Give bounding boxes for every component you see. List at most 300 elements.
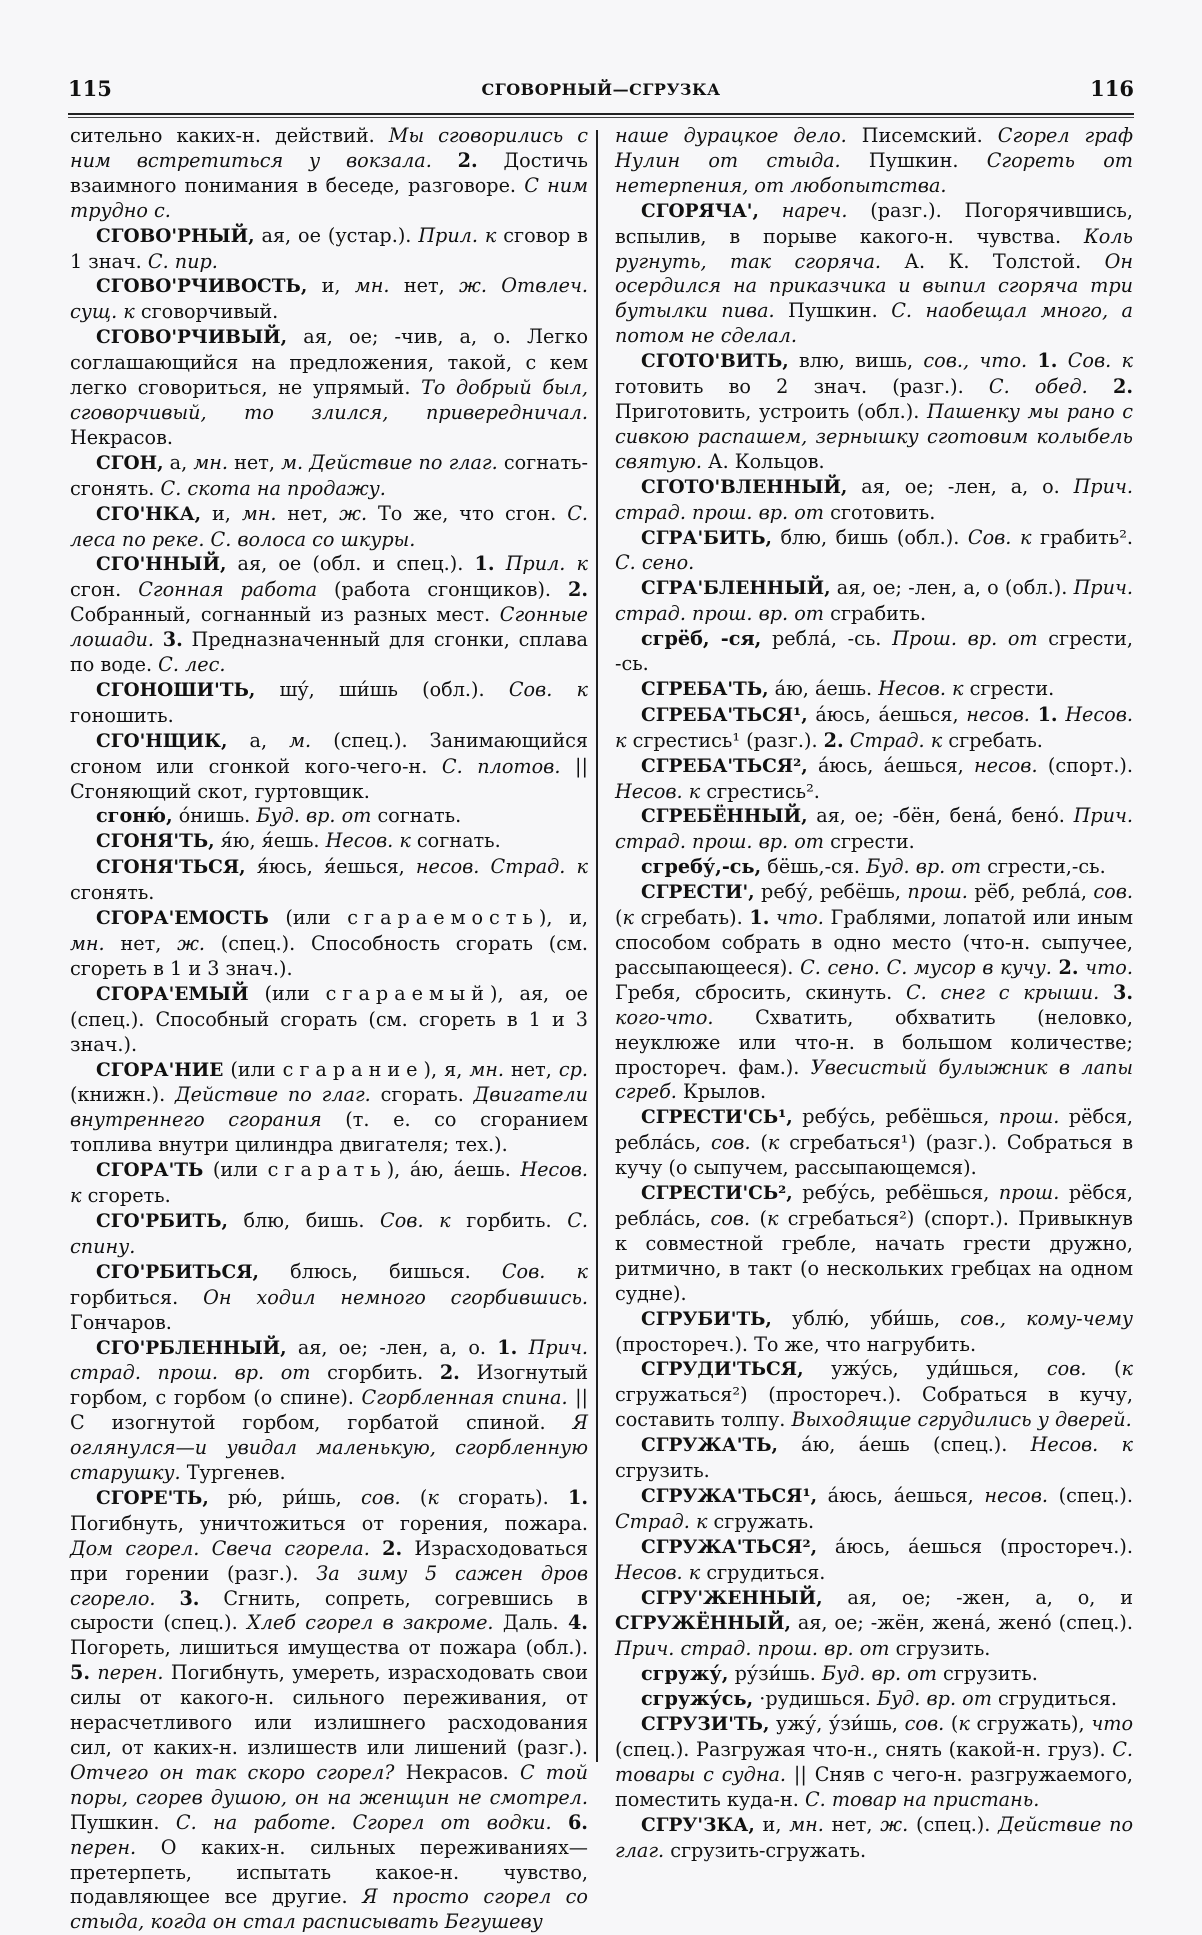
entry-text (370, 1537, 382, 1560)
italic-text: Я оглянулся—и увидал маленькую, сгорбленную старушку. (70, 1411, 588, 1485)
entry-text: а́ю, а́ешь. (768, 676, 879, 700)
entry-text: 2. (1112, 375, 1133, 399)
entry-text (1030, 703, 1038, 726)
dictionary-entry (615, 1357, 1133, 1433)
dictionary-entry (615, 475, 1133, 526)
entry-text: ру́зи́шь. (728, 1662, 822, 1686)
entry-text: ребу́сь, ребёшься, (792, 1181, 999, 1205)
italic-text: сов. (710, 1131, 751, 1155)
italic-text: Страд. к (615, 1509, 708, 1533)
entry-text: ребла́, -сь. (761, 627, 893, 651)
entry-text: 6. (567, 1810, 588, 1834)
italic-text: Выходящие сгрудились у дверей. (791, 1408, 1132, 1432)
italic-text: прош. (998, 1181, 1060, 1205)
entry-text: а, (227, 728, 290, 752)
entry-text: блюсь, бишься. (259, 1259, 502, 1283)
italic-text: Буд. вр. от (821, 1662, 937, 1686)
headword: СГРУЖА'ТЬСЯ², (641, 1536, 818, 1558)
entry-text: То же, что сгон. (367, 501, 568, 525)
entry-text: Даль. (493, 1611, 568, 1635)
entry-text: сгрести, -сь. (615, 627, 1133, 676)
entry-text: 1. (1037, 349, 1058, 373)
entry-text: а, (163, 450, 194, 474)
entry-text: ( (615, 906, 623, 930)
italic-text: С. лес. (158, 653, 226, 677)
italic-text: к (622, 906, 634, 930)
italic-text: Несов. к (615, 702, 1133, 752)
italic-text: Сов. к (501, 1259, 588, 1283)
italic-text: сов., что. (923, 349, 1028, 373)
dictionary-entry (70, 224, 588, 275)
entry-text: блю, бишь. (227, 1208, 381, 1232)
dictionary-entry (615, 1307, 1133, 1358)
italic-text: м. Действие по глаг. (281, 450, 498, 474)
entry-text: сгрузить. (889, 1637, 991, 1661)
entry-text: согнать-сгонять. (70, 450, 588, 500)
headword: СГРЕБА'ТЬСЯ², (641, 755, 808, 777)
dictionary-entry (70, 906, 588, 982)
entry-text (1027, 349, 1037, 372)
dictionary-entry (70, 451, 588, 502)
entry-text: ), и, (538, 906, 588, 930)
italic-text: Он ходил немного сгорбившись. (203, 1285, 588, 1309)
italic-text: сов., кому-чему (960, 1306, 1133, 1330)
dictionary-entry (70, 1260, 588, 1336)
entry-text: рю́, ри́шь, (208, 1485, 362, 1509)
dictionary-entry (70, 1058, 588, 1159)
entry-text: о́нишь. (172, 804, 257, 828)
dictionary-entry (70, 678, 588, 729)
entry-text: сгребать). (633, 906, 750, 930)
entry-text: сгарать (267, 1158, 387, 1182)
entry-text: || Сгоняющий скот, гуртовщик. (70, 754, 588, 803)
italic-text: Сгонные лошади. (70, 603, 588, 652)
italic-text: Несов. к (325, 829, 411, 853)
dictionary-entry (70, 829, 588, 855)
entry-text: 2. (382, 1536, 403, 1560)
dictionary-entry (615, 1813, 1133, 1864)
headword: СГРУДИ'ТЬСЯ, (641, 1359, 804, 1381)
entry-text: а́юсь, а́ешься, (807, 753, 974, 777)
italic-text: ж. Отвлеч. сущ. к (70, 274, 588, 324)
entry-text: а́юсь, а́ешься, (807, 702, 967, 726)
italic-text: несов. (984, 1483, 1048, 1507)
dictionary-entry (615, 677, 1133, 703)
headword: СГОТО'ВИТЬ, (641, 351, 789, 373)
italic-text: ж. (880, 1812, 909, 1836)
entry-text: сгружать), (969, 1712, 1092, 1736)
entry-text: шу́, ши́шь (обл.). (255, 677, 509, 701)
headword: СГОТО'ВЛЕННЫЙ, (641, 476, 848, 498)
italic-text: наше дурацкое дело. (615, 124, 847, 147)
italic-text: Сгорел граф Нулин от стыда. (615, 124, 1133, 172)
entry-text: Гребя, сбросить, скинуть. (615, 980, 906, 1004)
headword: СГОВО'РНЫЙ, (96, 225, 255, 247)
italic-text: Буд. вр. от (876, 1687, 992, 1711)
italic-text: сов. (904, 1712, 945, 1736)
entry-text: ребу́, ребёшь, (754, 880, 908, 904)
italic-text: несов. Страд. к (415, 855, 588, 879)
header-rule-thick (68, 113, 1134, 115)
headword: СГОРА'ТЬ (96, 1160, 204, 1182)
italic-text: Двигатели внутреннего сгорания (70, 1083, 589, 1132)
entry-text: (разг.). Погорячившись, вспылив, в порыве какого-н. чувства. (615, 198, 1133, 248)
headword: СГРЕБЁННЫЙ, (641, 806, 808, 828)
headword: СГРЕСТИ'СЬ¹, (641, 1107, 793, 1129)
entry-text: сготовить. (823, 500, 936, 524)
dictionary-entry (615, 703, 1133, 754)
italic-text: м. (289, 728, 312, 752)
entry-text: ужу́, у́зи́шь, (769, 1712, 905, 1736)
entry-text: Собранный, согнанный из разных мест. (70, 603, 500, 627)
entry-text: сгореть. (81, 1184, 171, 1208)
entry-text: ая, ое; -лен, а, о. (847, 474, 1074, 498)
italic-text: Сгореть от нетерпения, от любопытства. (615, 148, 1133, 197)
italic-text: Прич. страд. прош. вр. от (615, 474, 1133, 524)
entry-text: влю, вишь, (788, 349, 924, 373)
entry-text: ая, ое; -лен, а, о. (286, 1335, 498, 1359)
italic-text: сов. (1046, 1357, 1087, 1381)
entry-text: Приготовить, устроить (обл.). (615, 399, 927, 423)
italic-text: Буд. вр. от (256, 804, 372, 828)
entry-text: || Сняв с чего-н. разгружаемого, поместить куда-н. (615, 1762, 1133, 1811)
italic-text: Прил. к (505, 552, 588, 576)
entry-text: Погореть, лишиться имущества от пожара (обл.). (70, 1636, 588, 1660)
italic-text: к (1121, 1357, 1133, 1381)
entry-text: А. Кольцов. (701, 449, 825, 473)
dictionary-entry (615, 804, 1133, 855)
italic-text: Мы сговорились с ним встретиться у вокзала. (70, 124, 589, 172)
entry-text: ублю́, уби́шь, (771, 1306, 961, 1330)
headword: СГО'РБИТЬ, (96, 1210, 228, 1232)
italic-text: С. обед. (988, 375, 1088, 399)
entry-text (1099, 981, 1113, 1004)
italic-text: Действие по глаг. (615, 1812, 1133, 1862)
entry-text: (книжн.). (70, 1083, 175, 1107)
entry-text: блю, бишь (обл.). (771, 525, 968, 549)
entry-text: ), я, (423, 1057, 470, 1081)
italic-text: нареч. (781, 198, 848, 222)
headword: СГРА'БИТЬ, (641, 527, 772, 549)
italic-text: С. товар на пристань. (804, 1787, 1040, 1811)
italic-text: С. пир. (147, 249, 218, 273)
entry-text: сгрестись². (700, 779, 820, 803)
entry-text: ·рудишься. (753, 1687, 877, 1711)
entry-text: сговор в 1 знач. (70, 223, 588, 273)
entry-text: грабить². (1031, 525, 1133, 549)
italic-text: С. снег с крыши. (905, 980, 1100, 1004)
headword: СГОРА'ЕМЫЙ (96, 983, 249, 1005)
entry-text: (спец.). Разгружая что-н., снять (какой-н. груз). (615, 1738, 1113, 1761)
italic-text: С. сено. С. мусор в кучу. (800, 955, 1052, 979)
entry-text: 1. (474, 552, 495, 576)
italic-text: Сов. к (967, 525, 1032, 549)
dictionary-entry (615, 1712, 1133, 1813)
italic-text: мн. (469, 1057, 504, 1081)
entry-text: сгрудиться. (700, 1560, 826, 1584)
entry-text: сгрести. (823, 830, 915, 854)
italic-text: Увесистый булыжник в лапы сгреб. (615, 1055, 1133, 1104)
entry-text: сговорчивый. (134, 300, 279, 324)
entry-text: горбить. (450, 1208, 568, 1232)
italic-text: С. скота на продажу. (160, 476, 386, 500)
entry-text: нет, (104, 932, 178, 955)
italic-text: Прич. страд. прош. вр. от (615, 804, 1133, 854)
italic-text: С ним трудно с. (70, 173, 588, 222)
entry-text: Схватить, обхватить (неловко, неуклюже или что-н. в большом количестве; простореч. фам.). (615, 1005, 1133, 1079)
dictionary-entry (70, 1209, 588, 1260)
dictionary-entry (70, 502, 588, 553)
entry-text: сгоню́, (96, 804, 173, 828)
entry-text: (или (223, 1057, 283, 1081)
headword: СГОРЯЧА', (641, 200, 759, 222)
left-column (70, 124, 588, 1935)
entry-text: ( (1086, 1357, 1122, 1381)
dictionary-entry (615, 1433, 1133, 1484)
entry-text: Погибнуть, умереть, израсходовать свои силы от какого-н. сильного переживания, от нерасчетливого или излишнего расходования сил, от каких-н. излишеств или лишений (разг.). (70, 1661, 588, 1759)
entry-text: Тургенев. (180, 1461, 286, 1485)
italic-text: к (766, 1206, 779, 1230)
italic-text: Несов. к (70, 1158, 588, 1208)
entry-text (156, 1587, 180, 1610)
entry-text: 2. (1058, 955, 1079, 979)
dictionary-entry (615, 199, 1133, 349)
italic-text: Буд. вр. от (866, 855, 982, 879)
italic-text: Он осердился на приказчика и выпил сгоряча три бутылки пива. (615, 249, 1133, 323)
entry-text: нет, (823, 1812, 881, 1836)
entry-text: ( (400, 1485, 428, 1509)
italic-text: несов. (974, 753, 1038, 777)
entry-text: ( (750, 1206, 767, 1230)
entry-text: (т. е. со сгоранием топлива внутри цилиндра двигателя; тех.). (70, 1108, 589, 1157)
italic-text: Сов. к (508, 677, 588, 701)
entry-text: (спорт.). (1037, 753, 1133, 777)
entry-text: Граблями, лопатой или иным способом собрать в одно место (что-н. сыпучее, рассыпающееся). (615, 906, 1133, 979)
italic-text: Сгорбленная спина. (361, 1386, 568, 1410)
italic-text: С. наобещал много, а потом не сделал. (615, 299, 1133, 348)
page-header (68, 72, 1134, 104)
dictionary-entry (615, 1535, 1133, 1586)
headword: СГРУЖЁННЫЙ, (615, 1613, 791, 1635)
dictionary-entry (615, 1484, 1133, 1535)
entry-text: гоношить. (70, 703, 174, 727)
italic-text: Несов. к (615, 779, 701, 803)
italic-text: С. сено. (615, 551, 695, 575)
entry-text: сграбить. (823, 602, 927, 626)
entry-text: сгружаться²) (простореч.). Собраться в кучу, составить толпу. (615, 1383, 1133, 1432)
italic-text: к (767, 1131, 780, 1155)
entry-text: Некрасов. (70, 425, 174, 449)
entry-text: Гончаров. (70, 1310, 172, 1334)
italic-text: сов. (361, 1485, 401, 1509)
entry-text: ), а́ю, а́ешь. (386, 1158, 521, 1182)
entry-text: ( (750, 1131, 768, 1155)
page-number-right: 116 (1090, 76, 1134, 101)
entry-text: ая, ое; -жен, а, о, и (822, 1585, 1133, 1609)
entry-text: я́ю, я́ешь. (214, 829, 326, 853)
entry-text: сгорать. (370, 1083, 474, 1107)
dictionary-entry (70, 325, 588, 451)
italic-text: С. товары с судна. (615, 1738, 1133, 1786)
entry-text: сительно каких-н. действий. (70, 124, 389, 147)
italic-text: сов. (1093, 880, 1133, 904)
entry-text: нет, (389, 274, 460, 298)
entry-text: сгарание (282, 1057, 424, 1081)
entry-text: нет, (503, 1057, 559, 1081)
dictionary-entry (615, 349, 1133, 475)
headword: СГРЕБА'ТЬ, (641, 678, 769, 700)
entry-text: 1. (1037, 702, 1058, 726)
dictionary-entry (615, 1662, 1133, 1687)
entry-text (495, 552, 506, 575)
entry-text: Израсходоваться при горении (разг.). (70, 1536, 588, 1585)
entry-text: я́юсь, я́ешься, (245, 855, 416, 879)
entry-text: А. К. Толстой. (881, 249, 1105, 273)
headword: СГОВО'РЧИВЫЙ, (96, 327, 288, 349)
italic-text: мн. (70, 932, 105, 955)
headword: СГО'НЩИК, (96, 730, 228, 752)
entry-text: Предназначенный для сгонки, сплава по воде. (70, 628, 588, 677)
entry-text: бёшь,-ся. (761, 855, 867, 879)
entry-text: сгружать. (707, 1509, 815, 1533)
dictionary-entry (70, 1486, 588, 1935)
entry-text: сгружу́, (641, 1662, 729, 1686)
entry-text: Пушкин. (840, 148, 987, 172)
entry-text: сгрузить. (936, 1662, 1038, 1686)
italic-text: Прош. вр. от (892, 627, 1038, 651)
headword: СГОНЯ'ТЬ, (96, 831, 215, 853)
entry-text: ), ая, ое (спец.). Способный сгорать (см. сгореть в 1 и 3 знач.). (70, 981, 588, 1056)
dictionary-entry (615, 576, 1133, 627)
italic-text: С. леса по реке. С. волоса со шкуры. (70, 501, 588, 551)
italic-text: прош. (907, 880, 968, 904)
entry-text: 1. (567, 1485, 588, 1509)
entry-text: (спец.). (1047, 1483, 1133, 1507)
headword: СГО'НКА, (96, 503, 202, 525)
entry-text: сгружу́сь, (641, 1687, 754, 1711)
italic-text: С той поры, сгорев душою, он на женщин не смотрел. (70, 1760, 589, 1809)
italic-text: С. плотов. (441, 754, 561, 778)
dictionary-entry (615, 526, 1133, 577)
italic-text: Несов. к (1030, 1433, 1133, 1457)
italic-text: Прич. страд. прош. вр. от (70, 1335, 588, 1385)
italic-text: кого-что. (615, 1005, 714, 1029)
entry-text: нет, (276, 501, 340, 525)
entry-text: согнать. (371, 804, 462, 828)
entry-text: сгараемость (347, 906, 539, 930)
italic-text: Я просто сгорел со стыда, когда он стал расписывать Бегушеву (70, 1885, 588, 1934)
entry-text: рёб, ребла́, (967, 880, 1094, 904)
entry-text: сгорбить. (310, 1361, 440, 1385)
italic-text: мн. (241, 501, 277, 525)
italic-text: Сгонная работа (138, 578, 318, 602)
entry-text: (или (248, 981, 326, 1005)
italic-text: что (1091, 1712, 1133, 1736)
italic-text: Коль ругнуть, так сгоряча. (615, 224, 1133, 273)
dictionary-entry (615, 880, 1133, 1105)
italic-text: что. (776, 906, 824, 930)
headword: СГРЕСТИ'СЬ², (641, 1183, 793, 1205)
header-rule-thin (68, 117, 1134, 118)
entry-text (552, 1811, 568, 1834)
italic-text: Прич. страд. прош. вр. от (615, 576, 1133, 626)
entry-text (517, 1336, 528, 1359)
entry-text: сгребаться¹) (разг.). Собраться в кучу (о сыпучем, рассыпающемся). (615, 1131, 1133, 1180)
headword: СГОРА'НИЕ (96, 1059, 224, 1081)
entry-text: сгрестись¹ (разг.). (626, 728, 824, 752)
dictionary-entry (70, 804, 588, 829)
continued-entry (615, 124, 1133, 199)
entry-text: ужу́сь, уди́шься, (803, 1357, 1047, 1381)
dictionary-entry (615, 855, 1133, 880)
entry-text: Погибнуть, уничтожиться от горения, пожара. (70, 1511, 588, 1535)
entry-text: сгараемый (325, 981, 490, 1005)
entry-text: и, (201, 501, 242, 525)
entry-text: ая, ое; -чив, а, о. Легко соглашающийся на предложения, такой, с кем легко сговориться, не упрямый. (70, 325, 588, 400)
entry-text: || С изогнутой горбом, горбатой спиной. (70, 1386, 589, 1435)
headword: СГОРА'ЕМОСТЬ (96, 908, 269, 930)
italic-text: несов. (966, 702, 1030, 726)
italic-text: То добрый был, сговорчивый, то злился, привередничал. (70, 376, 588, 424)
entry-text: ая, ое; -бён, бена́, бено́. (807, 804, 1074, 828)
entry-text: 2. (457, 148, 478, 172)
italic-text: мн. (789, 1812, 824, 1836)
headword: СГО'ННЫЙ, (96, 554, 227, 576)
italic-text: Дом сгорел. Свеча сгорела. (70, 1536, 370, 1560)
entry-text: рёбся, ребла́сь, (615, 1105, 1133, 1155)
dictionary-entry (70, 274, 588, 325)
entry-text: (простореч.). То же, что нагрубить. (615, 1332, 977, 1356)
entry-text: а́ю, а́ешь (спец.). (777, 1433, 1031, 1457)
entry-text: нет, (228, 450, 282, 474)
entry-text: ая, ое; -жён, жена́, жено́ (спец.). (790, 1611, 1133, 1635)
entry-text (1088, 375, 1113, 398)
headword: СГРУЖА'ТЬ, (641, 1435, 778, 1457)
entry-text: сгрести,-сь. (981, 855, 1106, 879)
headword: СГОРЕ'ТЬ, (96, 1487, 209, 1509)
entry-text: ребу́сь, ребёшься, (792, 1105, 999, 1129)
entry-text: сгребать. (942, 728, 1043, 752)
dictionary-entry (70, 1158, 588, 1209)
italic-text: За зиму 5 сажен дров сгорело. (70, 1561, 588, 1610)
headword: СГО'РБИТЬСЯ, (96, 1261, 259, 1283)
entry-text: Некрасов. (394, 1760, 520, 1784)
right-column (615, 124, 1133, 1864)
entry-text: Крылов. (676, 1080, 767, 1104)
entry-text: готовить во 2 знач. (разг.). (615, 375, 989, 399)
entry-text: Пушкин. (774, 299, 892, 323)
entry-text: (спец.). (908, 1812, 999, 1836)
entry-text: 4. (567, 1611, 588, 1635)
dictionary-entry (70, 982, 588, 1058)
headword: СГРУ'ЗКА, (641, 1814, 755, 1836)
dictionary-entry (615, 754, 1133, 805)
entry-text: (или (203, 1158, 268, 1182)
headword: СГОВО'РЧИВОСТЬ, (96, 276, 308, 298)
headword: СГРЕБА'ТЬСЯ¹, (641, 704, 808, 726)
entry-text: сгребу́,-сь, (641, 855, 762, 879)
entry-text: сгрудиться. (991, 1687, 1117, 1711)
italic-text: Сов. к (380, 1208, 451, 1232)
entry-text: сгонять. (70, 881, 155, 905)
italic-text: Хлеб сгорел в закроме. (247, 1611, 494, 1635)
entry-text: а́юсь, а́ешься (простореч.). (817, 1534, 1133, 1558)
headword: СГРУ'ЖЕННЫЙ, (641, 1587, 823, 1609)
italic-text: С. спину. (70, 1208, 588, 1258)
italic-text: Несов. к (615, 1560, 701, 1584)
entry-text: Сгнить, сопреть, согревшись в сырости (спец.). (70, 1586, 588, 1635)
entry-text: горбиться. (70, 1285, 204, 1309)
